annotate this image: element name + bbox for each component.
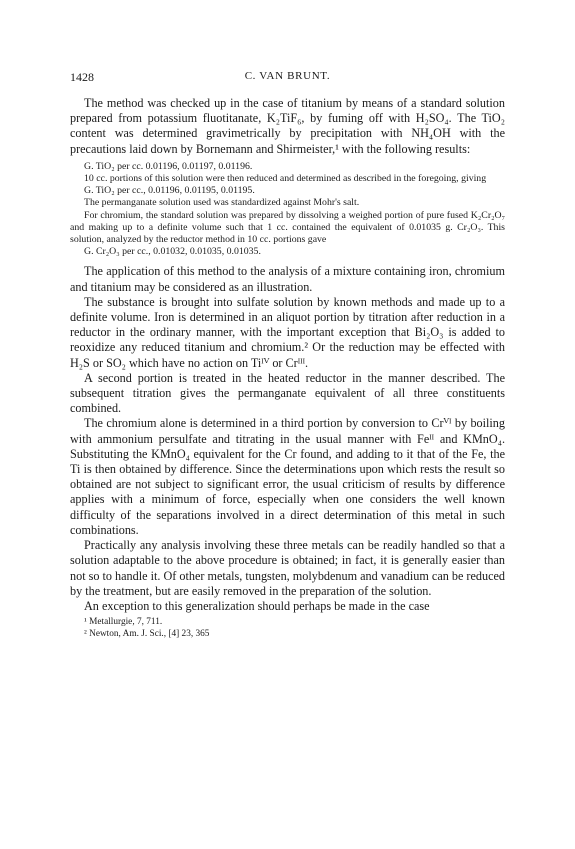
- paragraph-method-check: The method was checked up in the case of titanium by means of a standard solution prepared from potassium fluotitanate, K₂TiF₆, by fuming off with H₂SO₄. The TiO₂ content was determined gravimetrically by precipitation with NH₄OH with the precautions laid down by Bornemann and Shirmeister,¹ with the following results:: [70, 96, 505, 156]
- paragraph-chromium-third-portion: The chromium alone is determined in a third portion by conversion to Crⱽᴵ by boiling with ammonium persulfate and titrating in the usual manner with Feᴵᴵ and KMnO₄. Substituting the KMnO₄ equivalent for the Cr found, and adding to it that of the Fe, the Ti is then obtained by difference. Since the determinations upon which rests the result so obtained are not subject to significant error, the usual criticism of results by difference applies with a minimum of force, especially when one considers the well known difficulty of the separations involved in a direct determination of this metal in such combinations.: [70, 416, 505, 537]
- footnote-1: ¹ Metallurgie, 7, 711.: [84, 617, 163, 628]
- footnote-2: ² Newton, Am. J. Sci., [4] 23, 365: [84, 628, 210, 639]
- running-head: C. VAN BRUNT.: [244, 70, 331, 82]
- paragraph-second-portion: A second portion is treated in the heated reductor in the manner described. The subsequent titration gives the permanganate equivalent of all three constituents combined.: [70, 370, 505, 416]
- note-chromium-standard: For chromium, the standard solution was prepared by dissolving a weighed portion of pure fused K₂Cr₂O₇ and making up to a definite volume such that 1 cc. contained the equivalent of 0.01035 g. Cr₂O₃. This solution, analyzed by the reductor method in 10 cc. portions gave: [70, 209, 505, 246]
- page-header: [70, 70, 505, 86]
- note-reduced-portions: 10 cc. portions of this solution were then reduced and determined as described in the foregoing, giving: [84, 173, 487, 185]
- paragraph-exception: An exception to this generalization should perhaps be made in the case: [84, 598, 430, 613]
- paragraph-practically-any: Practically any analysis involving these three metals can be readily handled so that a solution adaptable to the above procedure is obtained; in fact, it is generally easier than not so to handle it. Of other metals, tungsten, molybdenum and vanadium can be reduced by the treatment, but are easily removed in the preparation of the solution.: [70, 538, 505, 598]
- paragraph-application: The application of this method to the analysis of a mixture containing iron, chromium and titanium may be considered as an illustration.: [70, 264, 505, 294]
- paragraph-sulfate-solution: The substance is brought into sulfate solution by known methods and made up to a definite volume. Iron is determined in an aliquot portion by titration after reduction in a reductor in the ordinary manner, with the important exception that Bi₂O₃ is added to reoxidize any reduced titanium and chromium.² Or the reduction may be effected with H₂S or SO₂ which have no action on Tiᴵⱽ or Crᴵᴵᴵ.: [70, 294, 505, 370]
- page-body: [70, 96, 505, 640]
- footnotes: [70, 617, 505, 640]
- result-line-tio2-gravimetric: G. TiO₂ per cc. 0.01196, 0.01197, 0.01196.: [84, 160, 253, 172]
- note-permanganate-standard: The permanganate solution used was standardized against Mohr's salt.: [84, 197, 360, 209]
- result-line-tio2-reductor: G. TiO₂ per cc., 0.01196, 0.01195, 0.01195.: [84, 185, 255, 197]
- page-number: 1428: [70, 70, 94, 84]
- result-line-cr2o3: G. Cr₂O₃ per cc., 0.01032, 0.01035, 0.01035.: [84, 246, 261, 258]
